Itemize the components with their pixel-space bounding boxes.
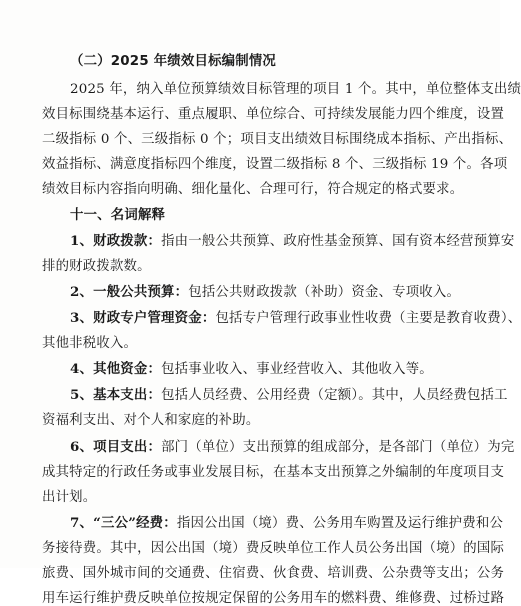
glossary-term: 4、其他资金： (70, 361, 162, 377)
paragraph-line: 效目标围绕基本运行、重点履职、单位综合、可持续发展能力四个维度，设置 (42, 107, 505, 122)
section-heading-glossary: 十一、名词解释 (70, 208, 166, 223)
paragraph-line: 二级指标 0 个、三级指标 0 个；项目支出绩效目标围绕成本指标、产出指标、 (42, 132, 513, 147)
glossary-definition: 指因公出国（境）费、公务用车购置及运行维护费和公 (176, 516, 504, 531)
glossary-definition: 指由一般公共预算、政府性基金预算、国有资本经营预算安 (161, 234, 515, 249)
paragraph-line: 其他非税收入。 (42, 336, 138, 351)
glossary-term: 1、财政拨款： (70, 233, 162, 249)
glossary-term: 6、项目支出： (70, 439, 162, 455)
glossary-item-2 (70, 281, 460, 300)
paragraph-line: 排的财政拨款数。 (42, 259, 151, 274)
glossary-item-4 (70, 358, 433, 377)
paragraph-line: 出计划。 (42, 490, 97, 505)
glossary-term: 5、基本支出： (70, 387, 162, 403)
paragraph-line: 成其特定的行政任务或事业发展目标，在基本支出预算之外编制的年度项目支 (42, 465, 505, 480)
glossary-definition: 包括事业收入、事业经营收入、其他收入等。 (161, 362, 433, 377)
glossary-definition: 包括人员经费、公用经费（定额）。其中，人员经费包括工 (161, 388, 508, 403)
paragraph-line: 用车运行维护费反映单位按规定保留的公务用车的燃料费、维修费、过桥过路 (42, 591, 505, 606)
glossary-item-7 (70, 512, 503, 531)
paragraph-line: 务接待费。其中，因公出国（境）费反映单位工作人员公务出国（境）的国际 (42, 541, 505, 556)
glossary-definition: 部门（单位）支出预算的组成部分，是各部门（单位）为完 (161, 440, 515, 455)
glossary-item-6 (70, 436, 514, 455)
glossary-term: 3、财政专户管理资金： (70, 310, 216, 326)
glossary-definition: 包括专户管理行政事业性收费（主要是教育收费）、 (215, 311, 521, 326)
paragraph-line: 效益指标、满意度指标四个维度，设置二级指标 8 个、三级指标 19 个。各项 (42, 157, 508, 172)
glossary-item-1 (70, 230, 514, 249)
glossary-term: 2、一般公共预算： (70, 284, 189, 300)
paragraph-line: 2025 年，纳入单位预算绩效目标管理的项目 1 个。其中，单位整体支出绩 (70, 82, 521, 97)
glossary-definition: 包括公共财政拨款（补助）资金、专项收入。 (188, 285, 461, 300)
glossary-item-5 (70, 384, 508, 403)
paragraph-line: 资福利支出、对个人和家庭的补助。 (42, 413, 260, 428)
glossary-term: 7、“三公”经费： (70, 515, 177, 531)
paragraph-line: 绩效目标内容指向明确、细化量化、合理可行，符合规定的格式要求。 (42, 182, 464, 197)
section-heading-2025-performance: （二）2025 年绩效目标编制情况 (70, 54, 277, 69)
glossary-item-3 (70, 307, 521, 326)
paragraph-line: 旅费、国外城市间的交通费、住宿费、伙食费、培训费、公杂费等支出；公务 (42, 566, 505, 581)
